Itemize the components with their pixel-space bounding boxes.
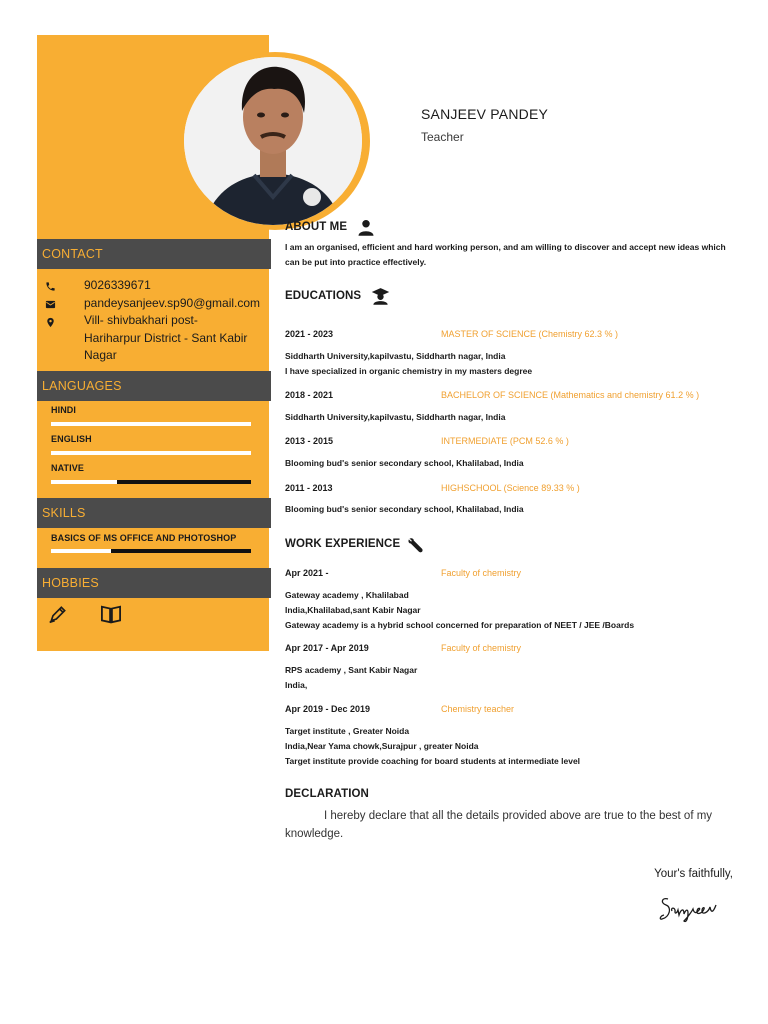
skill-meter-ms-office bbox=[51, 549, 251, 553]
work-position: Chemistry teacher bbox=[441, 704, 515, 714]
education-school: Blooming bud's senior secondary school, Khalilabad, India bbox=[285, 504, 524, 514]
phone-number[interactable]: 9026339671 bbox=[84, 278, 151, 292]
address-line-3: Nagar bbox=[84, 348, 117, 362]
meter-fill bbox=[51, 549, 111, 553]
address-line-2: Hariharpur District - Sant Kabir bbox=[84, 331, 248, 345]
phone-icon bbox=[42, 279, 58, 293]
graduate-icon bbox=[371, 287, 390, 310]
candidate-name: SANJEEV PANDEY bbox=[421, 106, 549, 122]
education-school: Blooming bud's senior secondary school, Khalilabad, India bbox=[285, 458, 524, 468]
work-position: Faculty of chemistry bbox=[441, 568, 522, 578]
work-detail: Target institute provide coaching for board students at intermediate level bbox=[285, 756, 581, 766]
work-date: Apr 2017 - Apr 2019 bbox=[285, 643, 369, 653]
candidate-role: Teacher bbox=[421, 130, 464, 144]
email-icon bbox=[42, 297, 58, 311]
languages-heading: LANGUAGES bbox=[37, 371, 271, 401]
education-degree: HIGHSCHOOL (Science 89.33 % ) bbox=[441, 483, 580, 493]
profile-photo bbox=[184, 57, 362, 225]
work-position: Faculty of chemistry bbox=[441, 643, 522, 653]
work-detail: India,Khalilabad,sant Kabir Nagar bbox=[285, 605, 421, 615]
about-heading: ABOUT ME bbox=[285, 221, 348, 233]
phone-row bbox=[42, 279, 84, 293]
person-icon bbox=[357, 219, 375, 241]
education-heading: EDUCATIONS bbox=[285, 290, 362, 302]
language-meter-native bbox=[51, 480, 251, 484]
declaration-heading: DECLARATION bbox=[285, 788, 369, 800]
skill-label-ms-office: BASICS OF MS OFFICE AND PHOTOSHOP bbox=[51, 533, 237, 543]
education-date: 2011 - 2013 bbox=[285, 483, 333, 493]
work-detail: Target institute , Greater Noida bbox=[285, 726, 410, 736]
work-heading: WORK EXPERIENCE bbox=[285, 538, 401, 550]
email-row bbox=[42, 297, 84, 311]
work-detail: Gateway academy is a hybrid school concerned for preparation of NEET / JEE /Boards bbox=[285, 620, 635, 630]
signature bbox=[658, 893, 724, 930]
language-label-english: ENGLISH bbox=[51, 434, 92, 444]
location-pin-icon bbox=[42, 315, 58, 329]
education-date: 2021 - 2023 bbox=[285, 329, 334, 339]
education-date: 2018 - 2021 bbox=[285, 390, 334, 400]
work-detail: India, bbox=[285, 680, 308, 690]
email-address[interactable]: pandeysanjeev.sp90@gmail.com bbox=[84, 296, 261, 310]
address-row bbox=[42, 315, 84, 329]
skills-heading: SKILLS bbox=[37, 498, 271, 528]
work-date: Apr 2021 - bbox=[285, 568, 329, 578]
work-date: Apr 2019 - Dec 2019 bbox=[285, 704, 371, 714]
language-meter-english bbox=[51, 451, 251, 455]
education-degree: BACHELOR OF SCIENCE (Mathematics and chemistry 61.2 % ) bbox=[441, 390, 700, 400]
declaration-text: I hereby declare that all the details provided above are true to the best of my knowledge. bbox=[285, 810, 713, 840]
work-detail: India,Near Yama chowk,Surajpur , greater Noida bbox=[285, 741, 479, 751]
education-school: Siddharth University,kapilvastu, Siddharth nagar, India bbox=[285, 412, 506, 422]
work-detail: Gateway academy , Khalilabad bbox=[285, 590, 409, 600]
language-label-hindi: HINDI bbox=[51, 405, 76, 415]
language-meter-hindi bbox=[51, 422, 251, 426]
education-note: I have specialized in organic chemistry in my masters degree bbox=[285, 366, 533, 376]
education-school: Siddharth University,kapilvastu, Siddharth nagar, India bbox=[285, 351, 506, 361]
address-line-1: Vill- shivbakhari post- bbox=[84, 313, 198, 327]
meter-fill bbox=[51, 422, 251, 426]
meter-fill bbox=[51, 480, 117, 484]
education-degree: INTERMEDIATE (PCM 52.6 % ) bbox=[441, 436, 569, 446]
book-icon bbox=[100, 604, 122, 629]
education-date: 2013 - 2015 bbox=[285, 436, 334, 446]
language-label-native: NATIVE bbox=[51, 463, 84, 473]
wrench-icon bbox=[407, 536, 425, 559]
hobbies-heading: HOBBIES bbox=[37, 568, 271, 598]
contact-heading: CONTACT bbox=[37, 239, 271, 269]
about-text: I am an organised, efficient and hard working person, and am willing to discover and accept new ideas which can be put into practice effectively. bbox=[285, 242, 726, 267]
meter-fill bbox=[51, 451, 251, 455]
education-degree: MASTER OF SCIENCE (Chemistry 62.3 % ) bbox=[441, 329, 619, 339]
work-detail: RPS academy , Sant Kabir Nagar bbox=[285, 665, 418, 675]
closing-text: Your's faithfully, bbox=[654, 868, 733, 880]
pen-icon bbox=[48, 604, 68, 629]
